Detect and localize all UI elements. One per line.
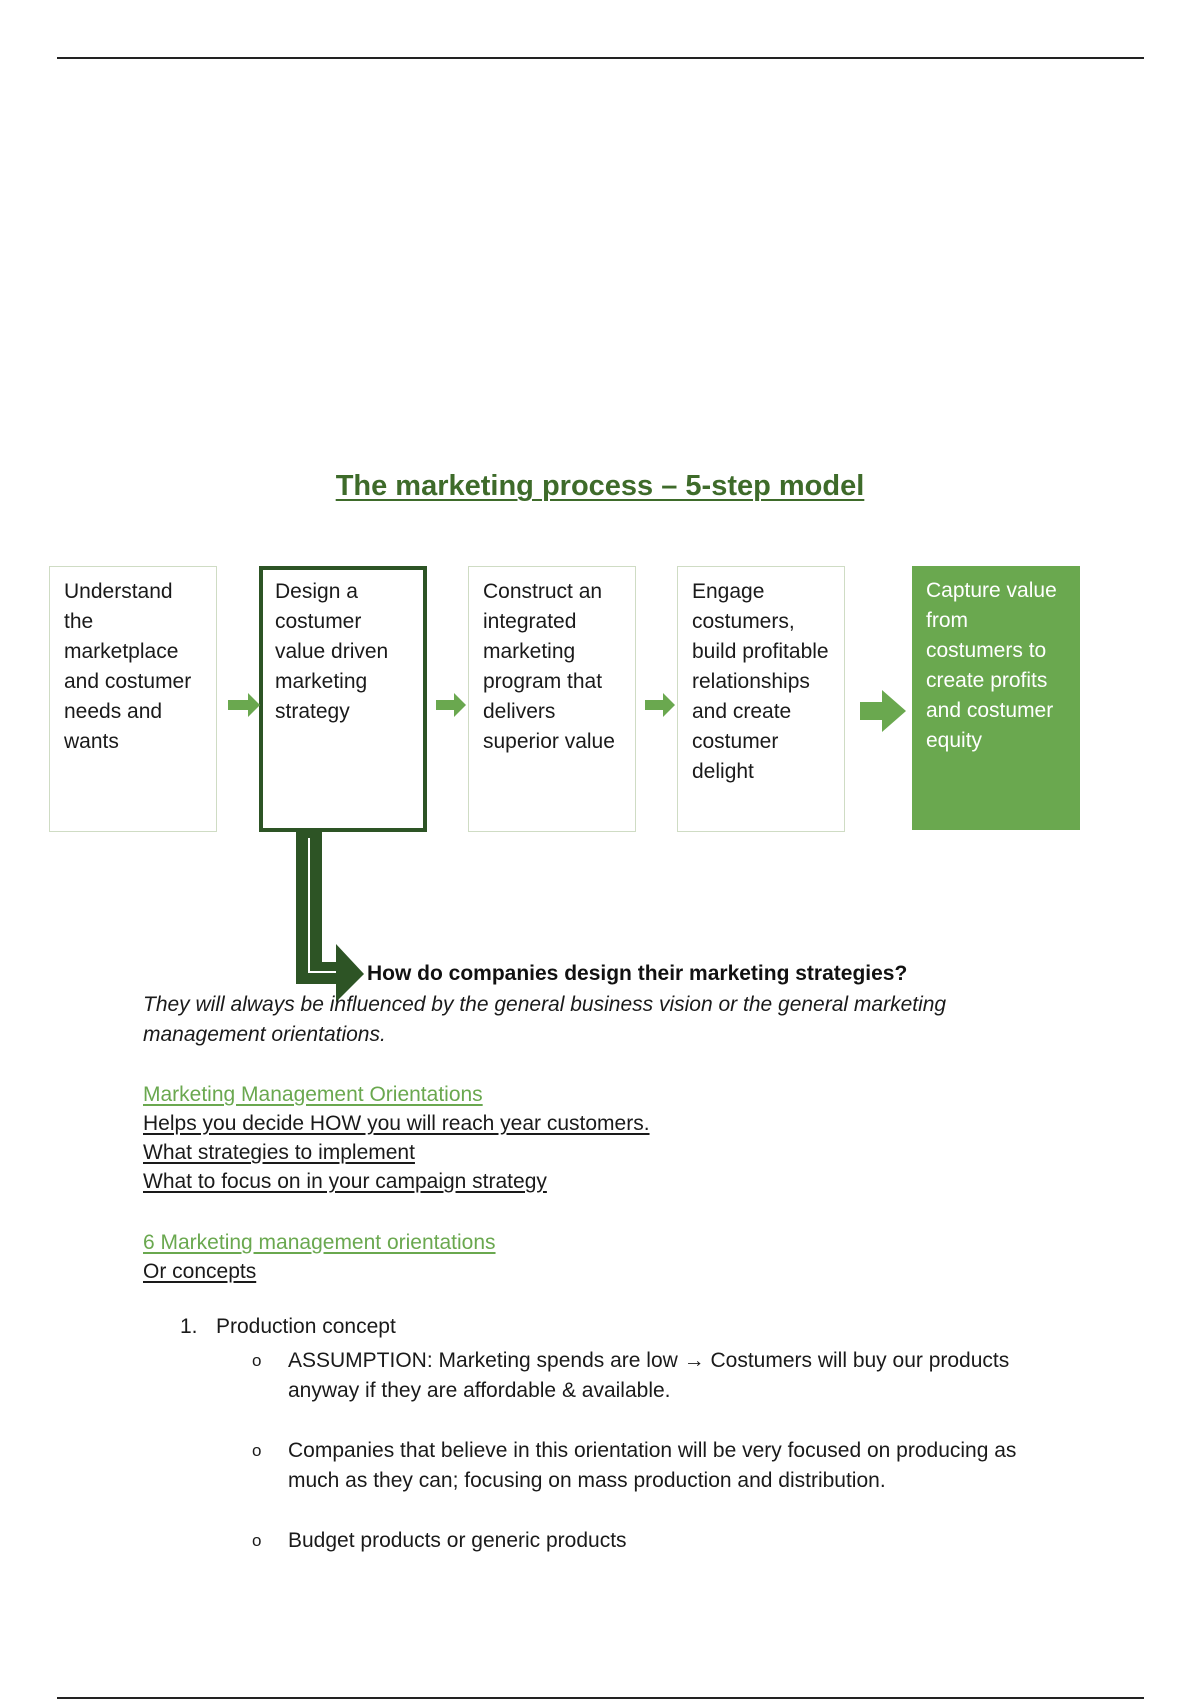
step-box-5: Capture value from costumers to create profits and costumer equity — [912, 566, 1080, 830]
bent-arrow-icon — [296, 832, 364, 1002]
sub-bullet-1 — [252, 1346, 1052, 1406]
circle-bullet-icon: o — [252, 1441, 262, 1460]
right-arrow-icon — [645, 693, 675, 717]
intro-paragraph: They will always be influenced by the general business vision or the general marketing management orientations. — [143, 993, 947, 1046]
section1-block — [143, 1080, 650, 1196]
sub-bullet-text: Companies that believe in this orientation will be very focused on producing as much as they can; focusing on mass production and distribution. — [288, 1439, 1017, 1492]
section1-line-2: What strategies to implement — [143, 1141, 415, 1164]
section1-line-3: What to focus on in your campaign strategy — [143, 1170, 547, 1193]
circle-bullet-icon: o — [252, 1531, 262, 1550]
list-item — [180, 1315, 396, 1339]
step-box-1: Understand the marketplace and costumer needs and wants — [49, 566, 217, 832]
section2-heading: 6 Marketing management orientations — [143, 1231, 496, 1254]
list-number: 1. — [180, 1315, 198, 1338]
bottom-rule — [57, 1697, 1144, 1699]
sub-bullet-3 — [252, 1526, 1052, 1556]
right-arrow-icon — [436, 693, 466, 717]
circle-bullet-icon: o — [252, 1351, 262, 1370]
sub-bullet-text: Budget products or generic products — [288, 1529, 627, 1552]
right-arrow-icon — [228, 693, 260, 717]
section1-line-1: Helps you decide HOW you will reach year customers. — [143, 1112, 650, 1135]
section-question: How do companies design their marketing strategies? — [367, 962, 908, 985]
section2-subheading: Or concepts — [143, 1260, 257, 1283]
section1-heading: Marketing Management Orientations — [143, 1083, 483, 1106]
step-box-3: Construct an integrated marketing program that delivers superior value — [468, 566, 636, 832]
section2-block — [143, 1228, 496, 1286]
sub-bullet-2 — [252, 1436, 1052, 1496]
sub-bullet-text: ASSUMPTION: Marketing spends are low → Costumers will buy our products anyway if they are affordable & available. — [288, 1349, 1010, 1402]
right-arrow-icon — [860, 690, 906, 732]
page-title: The marketing process – 5-step model — [335, 470, 865, 502]
step-box-2: Design a costumer value driven marketing strategy — [259, 566, 427, 832]
step-box-4: Engage costumers, build profitable relationships and create costumer delight — [677, 566, 845, 832]
list-item-label: Production concept — [216, 1315, 396, 1338]
